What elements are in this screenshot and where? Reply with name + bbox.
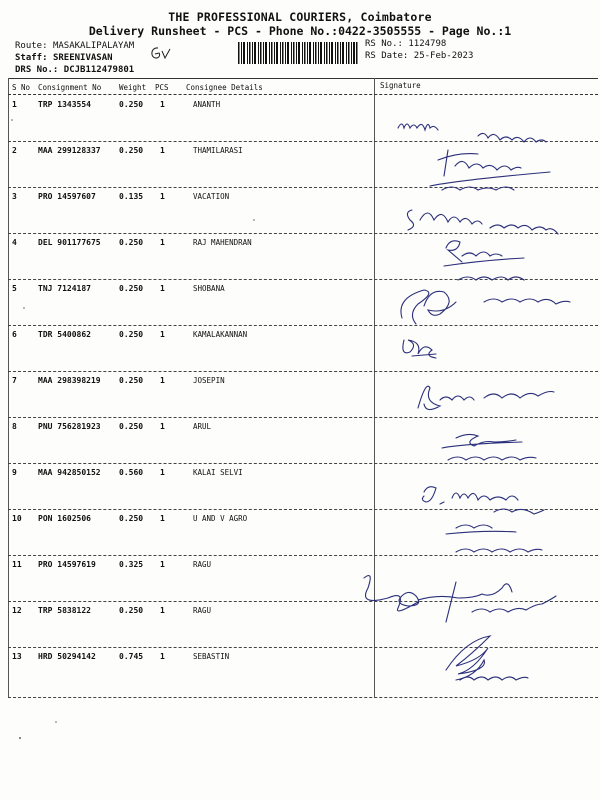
row-pcs: 1 (160, 376, 165, 385)
row-consignment: DEL 901177675 (38, 238, 101, 247)
row-pcs: 1 (160, 468, 165, 477)
row-weight: 0.250 (119, 606, 144, 615)
row-sno: 13 (12, 652, 22, 661)
drs-label: DRS No.: (15, 65, 59, 75)
stray-mark (55, 721, 57, 723)
row-sno: 7 (12, 376, 17, 385)
row-pcs: 1 (160, 514, 165, 523)
row-weight: 0.250 (119, 284, 144, 293)
signature-row-7 (418, 386, 554, 409)
row-weight: 0.135 (119, 192, 144, 201)
row-consignee: THAMILARASI (193, 146, 243, 155)
row-pcs: 1 (160, 146, 165, 155)
signature-row-6 (403, 340, 436, 358)
signature-row-9 (422, 487, 544, 514)
row-sno: 8 (12, 422, 17, 431)
row-weight: 0.250 (119, 238, 144, 247)
row-pcs: 1 (160, 606, 165, 615)
row-sno: 6 (12, 330, 17, 339)
staff-value: SREENIVASAN (52, 53, 113, 63)
row-sno: 9 (12, 468, 17, 477)
row-consignee: VACATION (193, 192, 230, 201)
row-pcs: 1 (160, 330, 165, 339)
row-consignee: ARUL (193, 422, 212, 431)
row-sno: 10 (12, 514, 22, 523)
row-weight: 0.250 (119, 330, 144, 339)
row-weight: 0.250 (119, 376, 144, 385)
row-consignment: TNJ 7124187 (38, 284, 91, 293)
row-consignment: MAA 299128337 (38, 146, 101, 155)
signature-row-12 (472, 596, 556, 612)
signature-row-13 (446, 636, 528, 680)
row-pcs: 1 (160, 422, 165, 431)
signature-row-3 (407, 210, 558, 234)
col-signature: Signature (380, 81, 421, 90)
row-pcs: 1 (160, 100, 165, 109)
row-consignee: RAGU (193, 606, 212, 615)
col-pcs: PCS (155, 83, 169, 92)
company-title: THE PROFESSIONAL COURIERS, Coimbatore (168, 10, 432, 24)
row-weight: 0.250 (119, 146, 144, 155)
row-consignee: ANANTH (193, 100, 221, 109)
row-sno: 5 (12, 284, 17, 293)
route-label: Route: (15, 41, 48, 51)
row-consignee: KALAI SELVI (193, 468, 243, 477)
col-weight: Weight (119, 83, 147, 92)
col-consignment: Consignment No (38, 83, 102, 92)
runsheet-title: Delivery Runsheet - PCS - Phone No.:0422-3505555 - Page No.:1 (88, 24, 512, 38)
row-pcs: 1 (160, 284, 165, 293)
row-consignee: SEBASTIN (193, 652, 230, 661)
signature-row-11 (364, 576, 512, 622)
signature-row-5 (401, 290, 570, 324)
row-pcs: 1 (160, 560, 165, 569)
row-consignment: HRD 50294142 (38, 652, 96, 661)
rs-date-value: 25-Feb-2023 (413, 51, 474, 61)
row-consignee: RAGU (193, 560, 212, 569)
row-weight: 0.560 (119, 468, 144, 477)
signature-row-2 (430, 150, 550, 190)
row-weight: 0.250 (119, 422, 144, 431)
row-consignment: MAA 298398219 (38, 376, 101, 385)
row-consignee: U AND V AGRO (193, 514, 248, 523)
row-pcs: 1 (160, 652, 165, 661)
row-consignment: TRP 1343554 (38, 100, 91, 109)
row-weight: 0.250 (119, 100, 144, 109)
drs-value: DCJB112479801 (63, 65, 135, 75)
stray-mark (253, 219, 255, 221)
stray-mark (23, 307, 25, 309)
stray-mark (19, 737, 21, 739)
signature-row-4 (444, 241, 524, 280)
signature-row-10 (446, 525, 542, 552)
row-weight: 0.745 (119, 652, 144, 661)
row-consignment: TRP 5838122 (38, 606, 91, 615)
rs-no-value: 1124798 (408, 39, 447, 49)
col-consignee: Consignee Details (186, 83, 263, 92)
row-consignment: TDR 5400862 (38, 330, 91, 339)
row-sno: 1 (12, 100, 17, 109)
row-consignment: PNU 756281923 (38, 422, 101, 431)
row-weight: 0.325 (119, 560, 144, 569)
signature-row-8 (442, 434, 536, 460)
col-sno: S No (12, 83, 31, 92)
row-weight: 0.250 (119, 514, 144, 523)
row-sno: 12 (12, 606, 22, 615)
row-consignment: PRO 14597619 (38, 560, 96, 569)
staff-label: Staff: (15, 53, 48, 63)
row-sno: 11 (12, 560, 22, 569)
stray-mark (11, 119, 13, 121)
row-consignee: SHOBANA (193, 284, 225, 293)
row-consignment: PRO 14597607 (38, 192, 96, 201)
row-sno: 2 (12, 146, 17, 155)
row-sno: 3 (12, 192, 17, 201)
row-consignment: MAA 942850152 (38, 468, 101, 477)
route-value: MASAKALIPALAYAM (52, 41, 135, 51)
rs-no-label: RS No.: (365, 39, 403, 49)
row-consignee: JOSEPIN (193, 376, 225, 385)
row-pcs: 1 (160, 238, 165, 247)
rs-date-label: RS Date: (365, 51, 409, 61)
row-pcs: 1 (160, 192, 165, 201)
signature-row-1 (398, 124, 546, 142)
row-sno: 4 (12, 238, 17, 247)
row-consignment: PON 1602506 (38, 514, 91, 523)
row-consignee: KAMALAKANNAN (193, 330, 248, 339)
row-consignee: RAJ MAHENDRAN (193, 238, 252, 247)
